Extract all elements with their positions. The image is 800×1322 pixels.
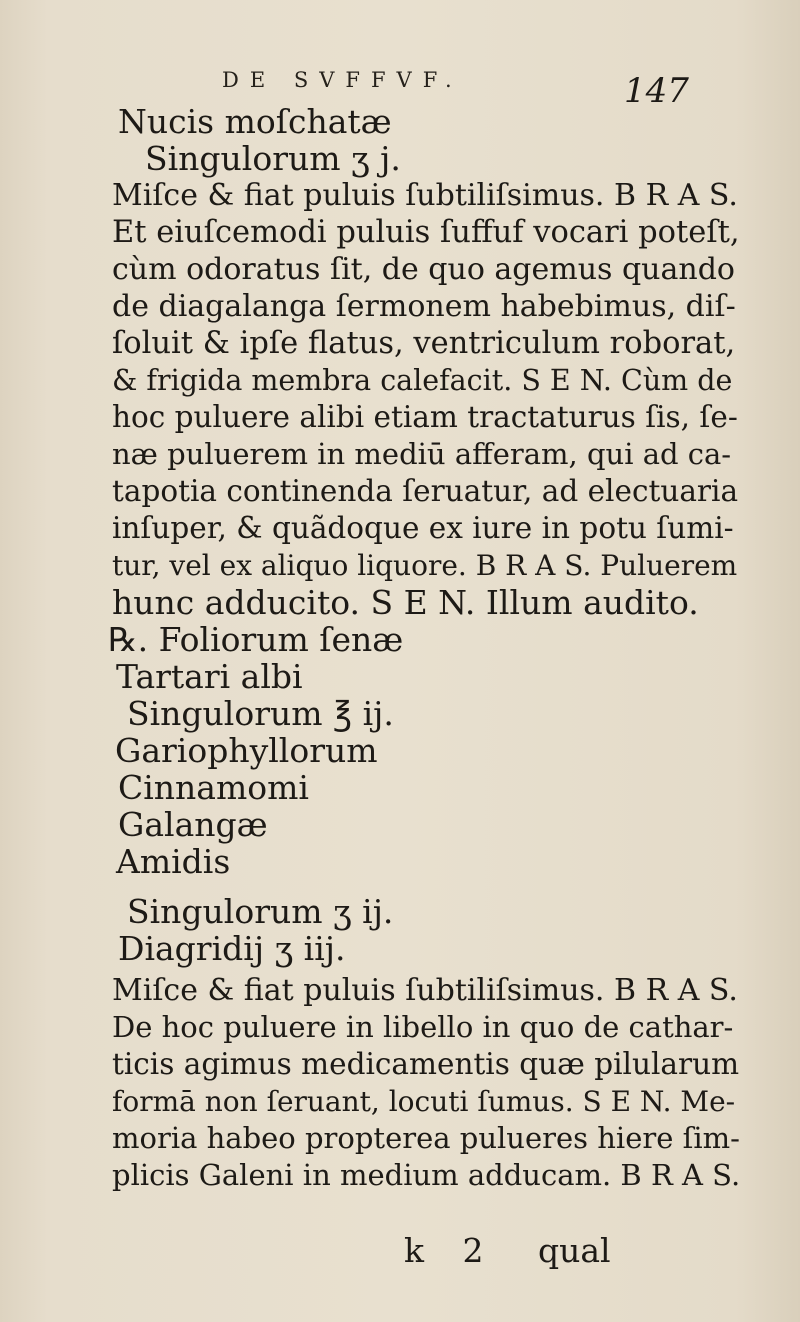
text-line: Singulorum ʒ j. — [145, 139, 401, 178]
text-line: tur, vel ex aliquo liquore. B R A S. Puluerem — [112, 549, 738, 582]
ingredient-line: Gariophyllorum — [115, 731, 378, 770]
text-line: & frigida membra calefacit. S E N. Cùm de — [112, 364, 733, 397]
text-line: næ puluerem in mediū afferam, qui ad ca- — [112, 437, 732, 471]
catchword: qual — [538, 1231, 611, 1270]
text-line: hoc puluere alibi etiam tractaturus ſis, ſe- — [112, 400, 738, 434]
text-line: De hoc puluere in libello in quo de cathar- — [112, 1010, 734, 1044]
text-line: Et eiuſcemodi puluis ſuffuf vocari poteſt, — [112, 215, 740, 250]
text-line: cùm odoratus ſit, de quo agemus quando — [112, 252, 735, 287]
ingredient-line: Singulorum ℥ ij. — [127, 694, 394, 733]
recipe-heading: ℞. Foliorum ſenæ — [108, 620, 404, 659]
text-line: Miſce & fiat puluis ſubtiliſsimus. B R A S. — [112, 973, 738, 1008]
text-line: de diagalanga ſermonem habebimus, diſ- — [112, 289, 736, 324]
ingredient-line: Galangæ — [118, 805, 268, 844]
text-line: inſuper, & quãdoque ex iure in potu ſumi- — [112, 511, 734, 545]
text-line: formā non ſeruant, locuti ſumus. S E N. Me- — [112, 1085, 736, 1118]
text-line: ticis agimus medicamentis quæ pilularum — [112, 1047, 740, 1081]
text-line: ſoluit & ipſe flatus, ventriculum roborat, — [112, 326, 736, 361]
ingredient-line: Cinnamomi — [118, 768, 309, 807]
text-line: plicis Galeni in medium adducam. B R A S. — [112, 1158, 741, 1192]
text-line: Nucis moſchatæ — [118, 102, 392, 141]
text-line: moria habeo propterea pulueres hiere ſim- — [112, 1121, 740, 1155]
ingredient-line: Singulorum ʒ ij. — [127, 892, 394, 931]
ingredient-line: Amidis — [116, 842, 231, 881]
ingredient-line: Diagridij ʒ iij. — [118, 929, 346, 968]
ingredient-line: Tartari albi — [116, 657, 303, 696]
page-number: 147 — [624, 71, 689, 111]
text-line: Miſce & fiat puluis ſubtiliſsimus. B R A S. — [112, 178, 738, 213]
signature-mark: k 2 — [404, 1231, 498, 1270]
text-line: tapotia continenda ſeruatur, ad electuaria — [112, 474, 739, 508]
running-title: DE SVFFVF. — [222, 68, 463, 92]
text-line: hunc adducito. S E N. Illum audito. — [112, 583, 699, 622]
